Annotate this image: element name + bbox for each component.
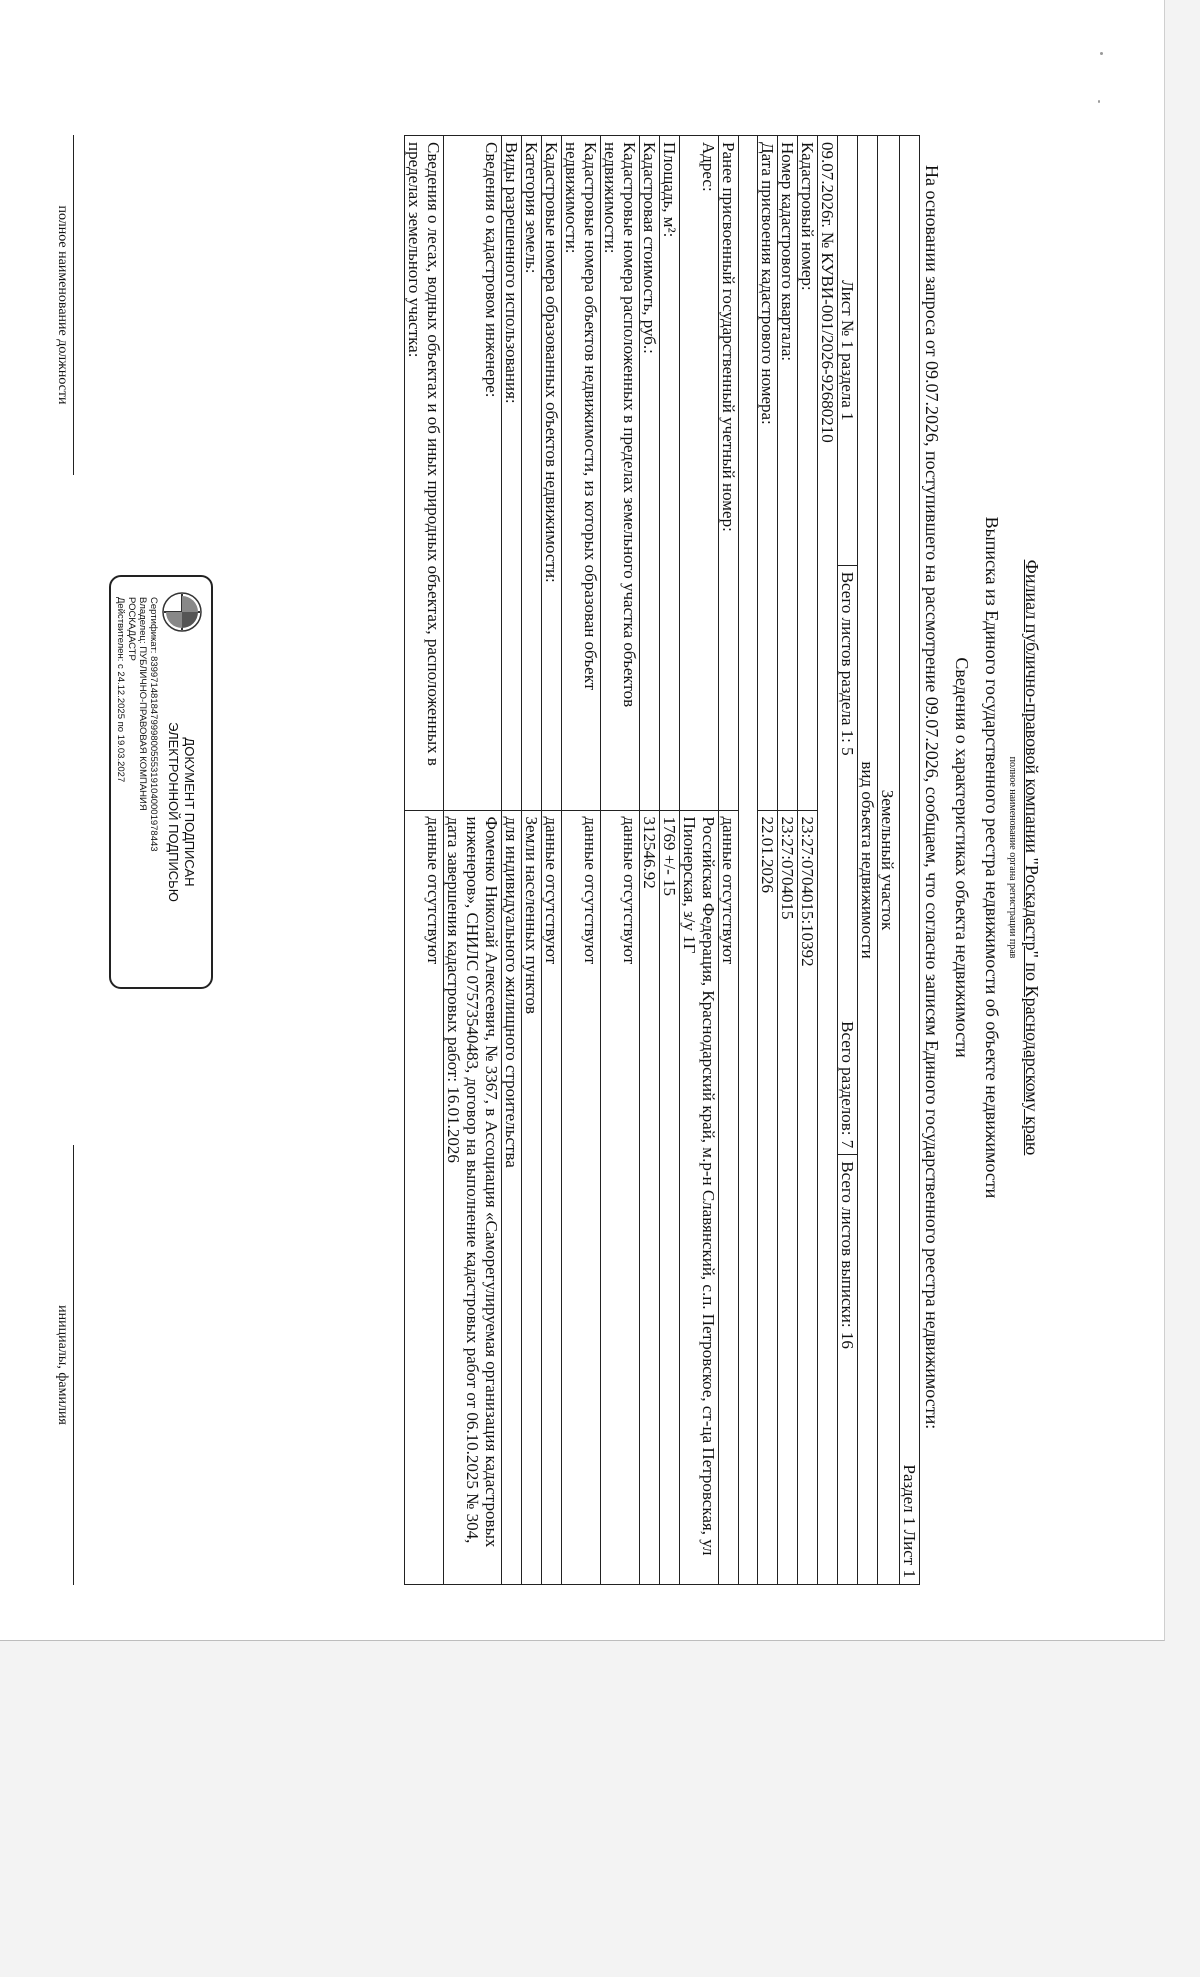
row-value: данные отсутствуют: [562, 810, 601, 1584]
row-label: Кадастровые номера объектов недвижимости, из которых образован объект недвижимости:: [562, 136, 601, 811]
row-label: Кадастровые номера образованных объектов недвижимости:: [542, 136, 562, 811]
spacer: [739, 136, 758, 1585]
row-value: для индивидуального жилищного строительства: [502, 810, 522, 1584]
row-label: Категория земель:: [522, 136, 542, 811]
row-value: данные отсутствуют: [601, 810, 640, 1584]
sheets-in-section: [838, 565, 858, 1155]
stamp-line2: ЭЛЕКТРОННОЙ ПОДПИСЬЮ: [166, 722, 181, 902]
table-row: [680, 136, 719, 1585]
table-row: [660, 136, 680, 1585]
document-title: Выписка из Единого государственного реестра недвижимости об объекте недвижимости: [982, 516, 1002, 1199]
object-type: Земельный участок: [878, 789, 897, 931]
table-row: [562, 136, 601, 1585]
electronic-signature-stamp: [109, 575, 213, 989]
row-value: 23:27:0704015: [778, 810, 798, 1584]
row-value: Фоменко Николай Алексеевич, № 3367, в Ассоциация «Саморегулируемая организация кадастровых инженеров», СНИЛС 07573540483, договор на выполнение кадастровых работ от 06.10.2025 № 304, дата завершения кадастровых работ: 16.01.2026: [444, 810, 502, 1584]
table-row: [719, 136, 739, 1585]
row-label: Номер кадастрового квартала:: [778, 136, 798, 811]
request-basis: На основании запроса от 09.07.2026, поступившего на рассмотрение 09.07.2026, сообщаем, что согласно записям Единого государственного реестра недвижимости:: [922, 165, 942, 1430]
row-value: данные отсутствуют: [719, 810, 739, 1584]
sheets-in-section-text: Всего листов раздела 1: 5: [838, 571, 857, 756]
row-value: Земли населенных пунктов: [522, 810, 542, 1584]
organization-caption: полное наименование органа регистрации прав: [1007, 756, 1018, 959]
row-label: Площадь, м²:: [660, 136, 680, 811]
stamp-certificate: Сертификат: 8399714818479998005553191040001978443: [148, 597, 159, 852]
row-label: Адрес:: [680, 136, 719, 811]
row-value: 23:27:0704015:10392: [798, 810, 818, 1584]
table-row: [542, 136, 562, 1585]
kuvi-number: 09.07.2026г. № КУВИ-001/2026-92680210: [818, 136, 838, 1585]
name-line: [73, 1145, 108, 1585]
property-table: [404, 135, 920, 1585]
rotated-page: [28, 105, 1048, 1610]
row-label: Кадастровая стоимость, руб.:: [640, 136, 660, 811]
row-value: 1769 +/- 15: [660, 810, 680, 1584]
table-row: [778, 136, 798, 1585]
row-label: Дата присвоения кадастрового номера:: [758, 136, 778, 811]
table-row: [640, 136, 660, 1585]
object-type-caption: вид объекта недвижимости: [858, 136, 878, 1585]
row-label: Кадастровый номер:: [798, 136, 818, 811]
row-value: 312546.92: [640, 810, 660, 1584]
table-row: [522, 136, 542, 1585]
name-caption: инициалы, фамилия: [55, 1305, 70, 1425]
row-value: данные отсутствуют: [542, 810, 562, 1584]
table-row: [601, 136, 640, 1585]
table-row: [758, 136, 778, 1585]
row-label: Сведения о кадастровом инженере:: [444, 136, 502, 811]
document-subtitle: Сведения о характеристиках объекта недвижимости: [952, 657, 972, 1058]
table-row: [405, 136, 444, 1585]
section-label: Раздел 1 Лист 1: [900, 136, 920, 1585]
rosreestr-logo-icon: [161, 591, 203, 633]
row-label: Сведения о лесах, водных объектах и об иных природных объектах, расположенных в пределах земельного участка:: [405, 136, 444, 811]
organization-name: Филиал публично-правовой компании "Роскадастр" по Краснодарскому краю: [1022, 559, 1042, 1156]
row-value: 22.01.2026: [758, 810, 778, 1584]
stamp-owner: Владелец: ПУБЛИЧНО-ПРАВОВАЯ КОМПАНИЯ: [137, 597, 148, 811]
object-type-cell: [878, 136, 900, 1585]
sheet-number: Лист № 1 раздела 1: [838, 136, 858, 566]
row-label: Виды разрешенного использования:: [502, 136, 522, 811]
row-label: Ранее присвоенный государственный учетный номер:: [719, 136, 739, 811]
row-label: Кадастровые номера расположенных в пределах земельного участка объектов недвижимости:: [601, 136, 640, 811]
table-row: [502, 136, 522, 1585]
table-row: [798, 136, 818, 1585]
stamp-line1: ДОКУМЕНТ ПОДПИСАН: [182, 737, 197, 887]
stamp-validity: Действителен: с 24.12.2025 по 19.03.2027: [115, 597, 126, 783]
position-line: [73, 135, 108, 475]
row-value: Российская Федерация, Краснодарский край, м.р-н Славянский, с.п. Петровское, ст-ца Петровская, ул Пионерская, з/у 1Г: [680, 810, 719, 1584]
sheets-total: Всего листов выписки: 16: [838, 1155, 858, 1585]
stamp-owner-name: РОСКАДАСТР: [126, 597, 137, 661]
table-row: [444, 136, 502, 1585]
position-caption: полное наименование должности: [55, 205, 70, 405]
sections-total: Всего разделов: 7: [838, 1021, 857, 1149]
row-value: данные отсутствуют: [405, 810, 444, 1584]
